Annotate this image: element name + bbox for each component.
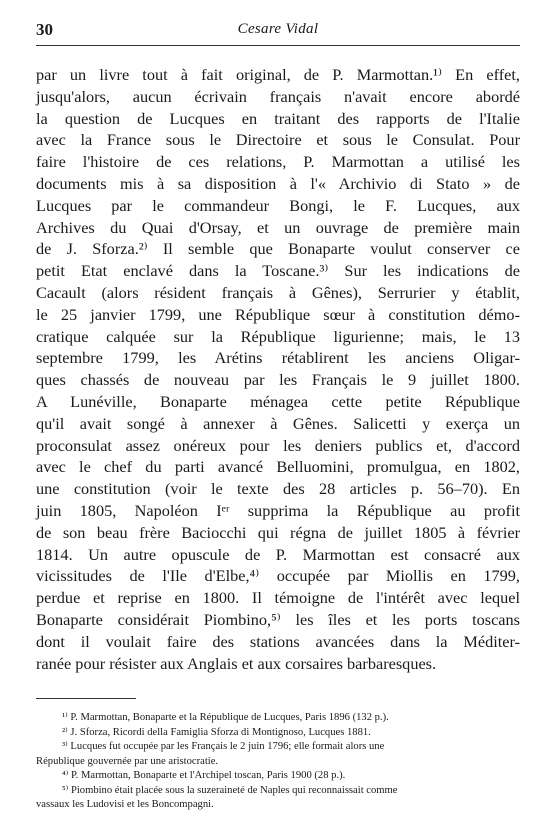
body-line: vicissitudes de l'Ile d'Elbe,⁴⁾ occupée par Miollis en 1799, bbox=[36, 566, 520, 586]
body-line: ranée pour résister aux Anglais et aux corsaires barbaresques. bbox=[36, 653, 437, 673]
footnote-1: ¹⁾ P. Marmottan, Bonaparte et la République de Lucques, Paris 1896 (132 p.). bbox=[62, 712, 389, 723]
body-line: cratique calquée sur la République ligurienne; mais, le 13 bbox=[36, 326, 520, 346]
footnote-rule bbox=[36, 698, 136, 699]
body-line: de J. Sforza.²⁾ Il semble que Bonaparte voulut conserver ce bbox=[36, 239, 520, 259]
body-line: qu'il avait songé à annexer à Gênes. Salicetti y exerça un bbox=[36, 413, 520, 433]
body-line: avec le chef du parti avancé Belluomini, promulgua, en 1802, bbox=[36, 457, 520, 477]
body-line: 1814. Un autre opuscule de P. Marmottan est consacré aux bbox=[36, 544, 520, 564]
footnote-3: ³⁾ Lucques fut occupée par les Français le 2 juin 1796; elle formait alors une bbox=[62, 741, 385, 752]
footnote-5: ⁵⁾ Piombino était placée sous la suzeraineté de Naples qui reconnaissait comme bbox=[62, 784, 398, 796]
body-line: dont il voulait faire des stations avancées dans la Méditer- bbox=[36, 631, 520, 651]
body-line: la question de Lucques en traitant des rapports de l'Italie bbox=[36, 108, 520, 128]
footnote-4: ⁴⁾ P. Marmottan, Bonaparte et l'Archipel toscan, Paris 1900 (28 p.). bbox=[62, 770, 346, 781]
header-rule bbox=[36, 45, 520, 46]
body-line: faire l'histoire de ces relations, P. Marmottan a utilisé les bbox=[36, 152, 520, 172]
body-line: septembre 1799, les Arétins rétablirent les anciens Oligar- bbox=[36, 348, 520, 368]
body-line: par un livre tout à fait original, de P. Marmottan.¹⁾ En effet, bbox=[36, 65, 520, 84]
footnote-2: ²⁾ J. Sforza, Ricordi della Famiglia Sforza di Montignoso, Lucques 1881. bbox=[62, 726, 371, 738]
footnote-3-continued: République gouvernée par une aristocratie. bbox=[36, 755, 219, 767]
page-header bbox=[36, 20, 520, 42]
body-line: avec la France sous le Directoire et sous le Consulat. Pour bbox=[36, 130, 520, 150]
body-line: de son beau frère Baciocchi qui régna de juillet 1805 à février bbox=[36, 522, 520, 542]
page-number: 30 bbox=[36, 20, 53, 39]
body-line: Bonaparte considérait Piombino,⁵⁾ les îles et les ports toscans bbox=[36, 609, 520, 629]
body-line: une constitution (voir le texte des 28 articles p. 56–70). En bbox=[36, 479, 520, 499]
footnotes bbox=[36, 711, 520, 813]
body-line: Cacault (alors résident français à Gênes), Serrurier y établit, bbox=[36, 282, 520, 302]
body-line: petit Etat enclavé dans la Toscane.³⁾ Sur les indications de bbox=[36, 261, 520, 281]
body-line: A Lunéville, Bonaparte ménagea cette petite République bbox=[36, 391, 520, 411]
body-line: documents mis à sa disposition à l'« Archivio di Stato » de bbox=[36, 173, 520, 193]
body-line: Archives du Quai d'Orsay, et un ouvrage de première main bbox=[36, 217, 520, 237]
running-head: Cesare Vidal bbox=[237, 21, 319, 37]
footnote-5-continued: vassaux les Ludovisi et les Boncompagni. bbox=[36, 799, 214, 810]
body-line: juin 1805, Napoléon Iᵉʳ supprima la République au profit bbox=[36, 500, 520, 520]
body-line: proconsulat assez onéreux pour les deniers publics et, d'accord bbox=[36, 435, 520, 455]
body-line: le 25 janvier 1799, une République sœur à constitution démo- bbox=[36, 304, 520, 324]
body-text bbox=[36, 64, 520, 674]
body-line: perdue et reprise en 1800. Il témoigne de l'intérêt avec lequel bbox=[36, 588, 520, 608]
body-line: ques chassés de nouveau par les Français le 9 juillet 1800. bbox=[36, 370, 520, 390]
body-line: Lucques par le commandeur Bongi, le F. Lucques, aux bbox=[36, 195, 520, 215]
body-line: jusqu'alors, aucun écrivain français n'avait encore abordé bbox=[36, 86, 520, 106]
